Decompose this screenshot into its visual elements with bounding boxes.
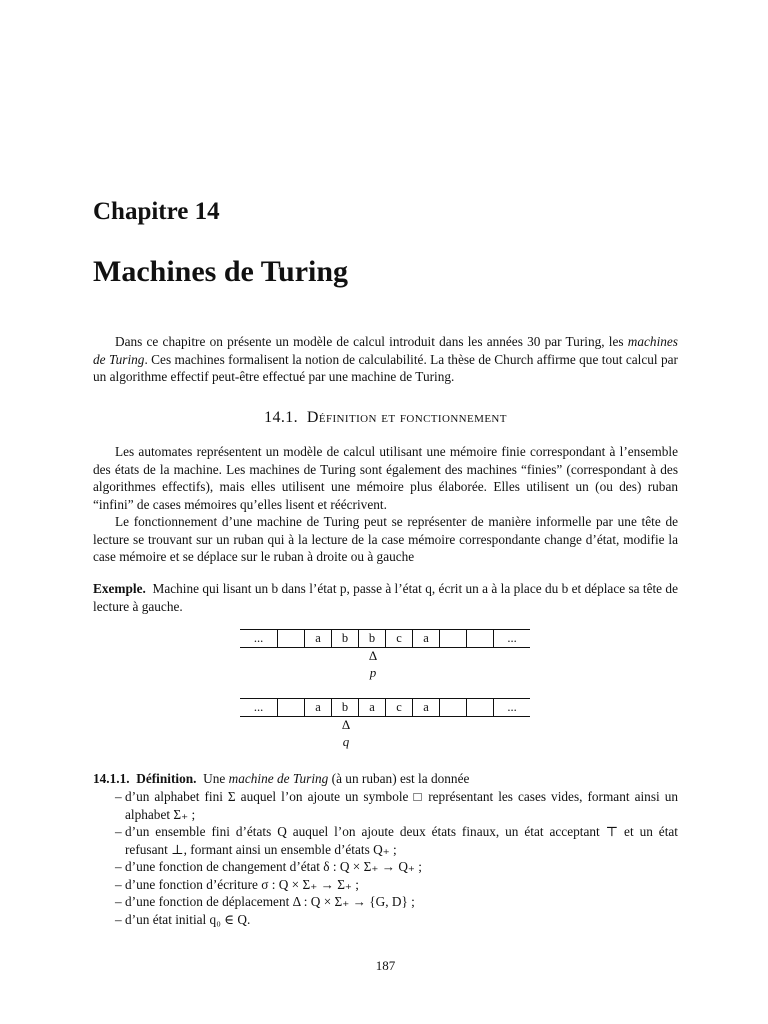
definition-label: Définition. — [136, 771, 197, 786]
definition-number: 14.1.1. — [93, 771, 130, 786]
tape-cell: a — [413, 699, 440, 716]
tape-cell: ... — [507, 631, 517, 645]
tape-row — [240, 698, 530, 717]
tape-state-label: q — [342, 734, 350, 749]
list-item: – d’un ensemble fini d’états Q auquel l’on ajoute deux états finaux, un état acceptant ⊤ et un état refusant ⊥, formant ainsi un ensemble d’états Q₊ ; — [115, 824, 678, 857]
tape-cell — [440, 699, 467, 716]
list-item-text: d’une fonction d’écriture σ : Q × Σ₊ → Σ₊ ; — [125, 876, 359, 892]
tape-head-marker: Δ — [368, 648, 378, 663]
page-number: 187 — [375, 958, 396, 973]
definition-paragraph — [93, 770, 678, 788]
tape-cell — [278, 630, 305, 647]
list-item-text: d’une fonction de déplacement Δ : Q × Σ₊ → {G, D} ; — [125, 894, 415, 909]
intro-text-before: Dans ce chapitre on présente un modèle de calcul introduit dans les années 30 par Turing, les — [115, 334, 628, 349]
list-item: – d’une fonction de déplacement Δ : Q × Σ₊ → {G, D} ; — [115, 894, 415, 909]
definition-emphasis: machine de Turing — [228, 771, 329, 786]
document-page — [93, 0, 678, 1024]
tape-state-label: p — [369, 665, 377, 680]
example-paragraph — [93, 580, 678, 615]
list-item-text: d’un alphabet fini Σ auquel l’on ajoute un symbole □ représentant les cases vides, formant ainsi un alphabet Σ₊ ; — [125, 789, 678, 822]
section-title: Définition et fonctionnement — [306, 409, 507, 426]
tape-cell: ... — [240, 699, 278, 716]
example-text: Machine qui lisant un b dans l’état p, passe à l’état q, écrit un a à la place du b et déplace sa tête de lecture à gauche. — [93, 581, 678, 614]
list-item-text: d’un ensemble fini d’états Q auquel l’on ajoute deux états finaux, un état acceptant ⊤ et un état refusant ⊥, formant ainsi un ensemble d’états Q₊ ; — [125, 824, 678, 857]
tape-cell: c — [386, 699, 413, 716]
tape-row — [240, 629, 530, 648]
list-item-text: d’une fonction de changement d’état δ : Q × Σ₊ → Q₊ ; — [125, 859, 422, 874]
tape-cell: c — [386, 630, 413, 647]
tape-diagram-2 — [240, 698, 530, 749]
tape-cell — [440, 630, 467, 647]
tape-cell: b — [332, 630, 359, 647]
intro-paragraph — [93, 333, 678, 386]
tape-diagram-1 — [240, 629, 530, 680]
section-number: 14.1. — [264, 409, 299, 426]
example-label: Exemple. — [93, 581, 146, 596]
intro-text-after: . Ces machines formalisent la notion de calculabilité. La thèse de Church affirme que tout calcul par un algorithme effectif peut-être effectué par une machine de Turing. — [93, 351, 678, 384]
tape-cell: b — [359, 630, 386, 647]
tape-head-marker: Δ — [341, 717, 351, 732]
definition-text-before: Une — [203, 771, 229, 786]
chapter-title: Machines de Turing — [93, 255, 349, 288]
definition-list — [93, 788, 678, 928]
tape-cell: a — [305, 699, 332, 716]
list-item-text: d’un état initial q₀ ∈ Q. — [125, 911, 251, 927]
tape-cell: ... — [507, 700, 517, 714]
body-paragraph-2: Le fonctionnement d’une machine de Turing peut se représenter de manière informelle par une tête de lecture se trouvant sur un ruban qui à la lecture de la case mémoire correspondante change d’état, modifie la case mémoire et se déplace sur le ruban à droite ou à gauche — [93, 514, 678, 564]
tape-cell: a — [305, 630, 332, 647]
tape-cell: a — [413, 630, 440, 647]
list-item: – d’une fonction de changement d’état δ : Q × Σ₊ → Q₊ ; — [115, 859, 422, 874]
tape-cell — [467, 699, 494, 716]
chapter-label: Chapitre 14 — [93, 198, 220, 225]
tape-cell — [467, 630, 494, 647]
tape-cell: a — [359, 699, 386, 716]
intro-emphasis: machines de Turing — [93, 334, 678, 367]
body-paragraph-1: Les automates représentent un modèle de calcul utilisant une mémoire finie correspondant à l’ensemble des états de la machine. Les machines de Turing sont également des machines “finies” (correspondant à des algorithmes effectifs), mais elles utilisent une mémoire plus élaborée. Elles utilisent un (ou des) ruban “infini” de cases mémoires qu’elles lisent et réécrivent. — [93, 444, 678, 512]
list-item: – d’un alphabet fini Σ auquel l’on ajoute un symbole □ représentant les cases vides, formant ainsi un alphabet Σ₊ ; — [115, 789, 678, 822]
tape-cell: ... — [240, 630, 278, 647]
tape-cell: b — [332, 699, 359, 716]
list-item: – d’un état initial q₀ ∈ Q. — [115, 911, 251, 927]
list-item: – d’une fonction d’écriture σ : Q × Σ₊ → Σ₊ ; — [115, 876, 359, 892]
definition-text-after: (à un ruban) est la donnée — [328, 771, 470, 786]
section-heading — [93, 409, 678, 427]
tape-cell — [278, 699, 305, 716]
